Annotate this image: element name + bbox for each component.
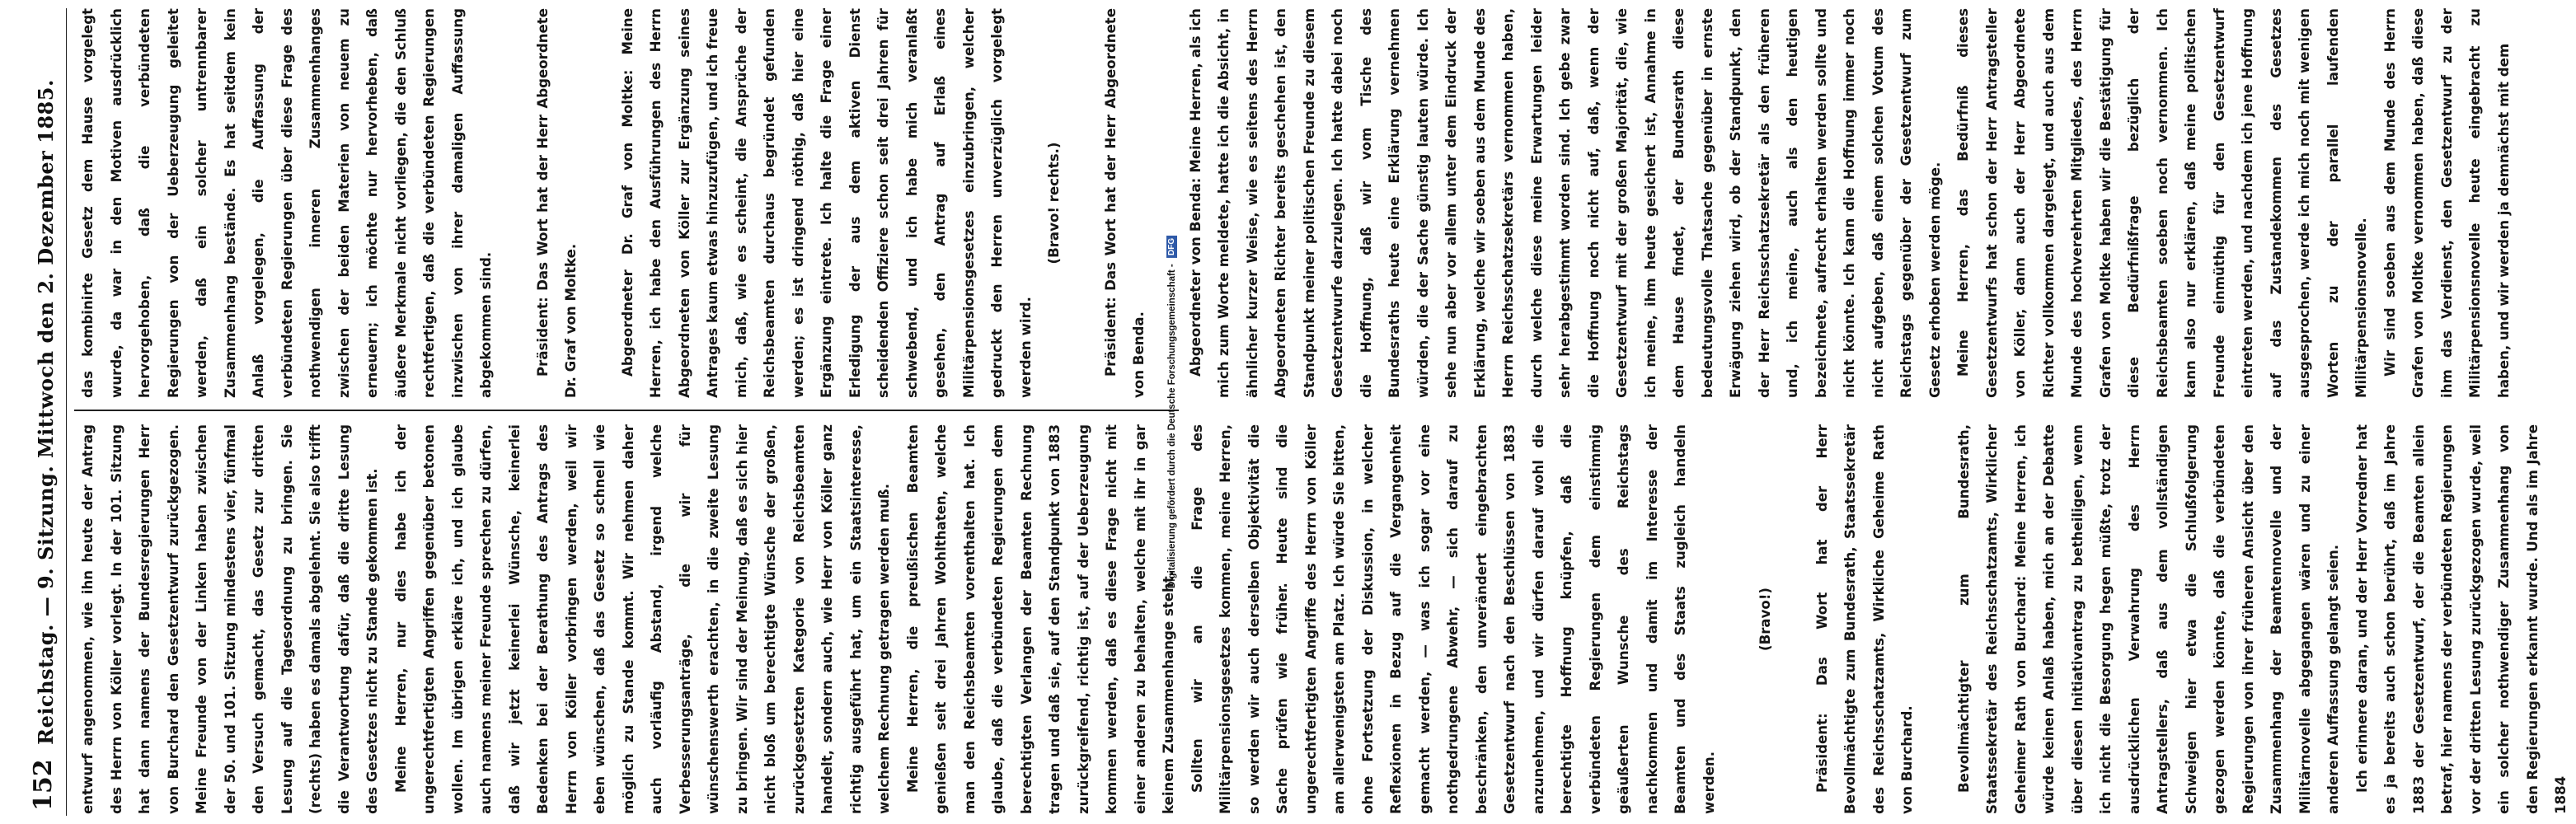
paragraph-text: Das Wort hat der Herr Abgeordnete Dr. Graf von Moltke.	[534, 8, 579, 398]
digitization-credit	[1162, 0, 1180, 824]
paragraph	[74, 424, 387, 814]
paragraph-text: Meine Herren, die preußischen Beamten genießen seit drei Jahren Wohlthaten, welche man den Reichsbeamten vorenthalten hat. Ich glaube, daß die verbündeten Regierungen dem berechtigten Verlangen der Beamten Rechnung tragen und daß sie, auf den Standpunkt von 1883 zurückgreifend, richtig ist, auf der Ueberzeugung kommen werden, daß es diese Frage nicht mit einer anderen zu behalten, welche mit ihr in gar keinem Zusammenhange steht.	[904, 424, 1176, 814]
paragraph	[2348, 424, 2576, 814]
dfg-logo: DFG	[1166, 236, 1177, 258]
paragraph-text: entwurf angenommen, wie ihn heute der Antrag des Herrn von Köller vorlegt. In der 101. Sitzung hat dann namens der Bundesregierungen Herr von Burchard den Gesetzentwurf zurückgezogen. Meine Freunde von der Linken haben zwischen der 50. und 101. Sitzung mindestens vier, fünfmal den Versuch gemacht, das Gesetz zur dritten Lesung auf die Tagesordnung zu bringen. Sie (rechts) haben es damals abgelehnt. Sie also trifft die Verantwortung dafür, daß die dritte Lesung des Gesetzes nicht zu Stande gekommen ist.	[80, 424, 380, 814]
paragraph-text: Sollten wir an die Frage des Militärpensionsgesetzes kommen, meine Herren, so werden wir auch derselben Objektivität die Sache prüfen wie früher. Heute sind die ungerechtfertigten Angriffe des Herrn von Köller am allerwenigsten am Platz. Ich würde Sie bitten, ohne Fortsetzung der Diskussion, in welcher Reflexionen in Bezug auf die Vergangenheit gemacht werden, — was ich sogar vor eine nothgedrungene Abwehr, — sich darauf zu beschränken, den unverändert eingebrachten Gesetzentwurf nach den Beschlüssen von 1883 anzunehmen, und wir dürfen darauf wohl die berechtigte Hoffnung knüpfen, daß die verbündeten Regierungen dem einstimmig geäußerten Wunsche des Reichstags nachkommen und damit im Interesse der Beamten und des Staats zugleich handeln werden.	[1189, 424, 1717, 814]
paragraph-text: (Bravo!)	[1757, 588, 1773, 651]
right-column	[74, 8, 2512, 398]
page-header	[2, 8, 67, 816]
paragraph-text: Das Wort hat der Herr Bevollmächtigte zum Bundesrath, Staatssekretär des Reichsschatzamts, Wirkliche Geheime Rath von Burchard.	[1814, 424, 1915, 814]
text-body	[74, 8, 2569, 814]
speaker-label: Präsident:	[534, 297, 551, 377]
paragraph	[1097, 8, 1154, 398]
paragraph	[74, 8, 501, 398]
paragraph-text: Das Wort hat der Herr Abgeordnete von Benda.	[1102, 8, 1147, 398]
paragraph-text: Meine Herren, nur dies habe ich der ungerechtfertigten Angriffen gegenüber betonen wollen. Im übrigen erkläre ich, und ich glaube auch namens meiner Freunde sprechen zu dürfen, daß wir jetzt keinerlei Wünsche, keinerlei Bedenken bei der Berathung des Antrags des Herrn von Köller vorbringen werden, weil wir eben wünschen, daß das Gesetz so schnell wie möglich zu Stande kommt. Wir nehmen daher auch vorläufig Abstand, irgend welche Verbesserungsanträge, die wir für wünschenswerth erachten, in die zweite Lesung zu bringen. Wir sind der Meinung, daß es sich hier nicht bloß um berechtigte Wünsche der großen, zurückgesetzten Kategorie von Reichsbeamten handelt, sondern auch, wie Herr von Köller ganz richtig ausgeführt hat, um ein Staatsinteresse, welchem Rechnung getragen werden muß.	[392, 424, 892, 814]
speaker-label: Präsident:	[1814, 713, 1830, 793]
paragraph	[1184, 424, 1724, 814]
paragraph	[1040, 8, 1069, 398]
paragraph-text: Meine Herren, das Bedürfniß dieses Gesetzentwurfs hat schon der Herr Antragsteller von Köller, dann auch der Herr Abgeordnete Richter vollkommen dargelegt, und auch aus dem Munde des hochverehrten Mitgliedes, des Herrn Grafen von Moltke haben wir die Bestätigung für diese Bedürfnißfrage bezüglich der Reichsbeamten soeben noch vernommen. Ich kann also nur erklären, daß meine politischen Freunde einmüthig für den Gesetzentwurf eintreten werden, und nachdem ich jene Hoffnung auf das Zustandekommen des Gesetzes ausgesprochen, werde ich mich noch mit wenigen Worten zu der parallel laufenden Militärpensionsnovelle.	[1955, 8, 2369, 398]
paragraph-text: Abgeordneter Dr. Graf von Moltke: Meine Herren, ich habe den Ausführungen des Herrn Abgeordneten von Köller zur Ergänzung seines Antrages kaum etwas hinzuzufügen, und ich freue mich, daß, wie es scheint, die Ansprüche der Reichsbeamten durchaus begründet gefunden werden; es ist dringend nöthig, daß hier eine Ergänzung eintrete. Ich halte die Frage einer Erledigung der aus dem aktiven Dienst scheidenden Offiziere schon seit drei Jahren für schwebend, und ich habe mich veranlaßt gesehen, den Antrag auf Erlaß eines Militärpensionsgesetzes einzubringen, welcher gedruckt den Herren unverzüglich vorgelegt werden wird.	[619, 8, 1034, 398]
credit-text: Digitalisierung gefördert durch die Deutsche Forschungsgemeinschaft -	[1166, 264, 1177, 588]
paragraph	[1809, 424, 1922, 814]
paragraph-text: Wir sind soeben aus dem Munde des Herrn Grafen von Moltke vernommen haben, daß diese ihm das Verdienst, den Gesetzentwurf zu der Militärpensionsnovelle heute eingebracht zu haben, und wir werden ja demnächst mit dem	[2381, 8, 2512, 398]
paragraph-text: Abgeordneter von Benda: Meine Herren, als ich mich zum Worte meldete, hatte ich die Absicht, in ähnlicher kurzer Weise, wie es seitens des Herrn Abgeordneten Richter bereits geschehen ist, den Standpunkt meiner politischen Freunde zu diesem Gesetzentwurfe darzulegen. Ich hatte dabei noch die Hoffnung, daß wir vom Tische des Bundesraths heute eine Erklärung vernehmen würden, die der Sache günstig lauten würde. Ich sehe nun aber vor allem unter dem Eindruck der Erklärung, welche wir soeben aus dem Munde des Herrn Reichsschatzsekretärs vernommen haben, durch welche diese meine Erwartungen leider sehr herabgestimmt worden sind. Ich gebe zwar die Hoffnung noch nicht auf, daß, wenn der Gesetzentwurf mit der großen Majorität, die, wie ich meine, ihm heute gesichert ist, Annahme in dem Hause findet, der Bundesrath diese bedeutungsvolle Thatsache gegenüber in ernste Erwägung ziehen wird, ob der Standpunkt, den der Herr Reichsschatzsekretär als den früheren und, ich meine, auch als den heutigen bezeichnete, aufrecht erhalten werden sollte und nicht könnte. Ich kann die Hoffnung immer noch nicht aufgeben, daß einem solchen Votum des Reichstags gegenüber der Gesetzentwurf zum Gesetz erhoben werden möge.	[1187, 8, 1943, 398]
left-column	[74, 424, 2569, 814]
paragraph	[614, 8, 1041, 398]
paragraph-text: das kombinirte Gesetz dem Hause vorgelegt wurde, da war in den Motiven ausdrücklich hervorgehoben, daß die verbündeten Regierungen von der Ueberzeugung geleitet werden, daß ein solcher untrennbarer Zusammenhang bestände. Es hat seitdem kein Anlaß vorgelegen, die Auffassung der verbündeten Regierungen über diese Frage des nothwendigen inneren Zusammenhanges zwischen der beiden Materien von neuem zu erneuern; ich möchte nur hervorheben, daß äußere Merkmale nicht vorliegen, die den Schluß rechtfertigen, daß die verbündeten Regierungen inzwischen von ihrer damaligen Auffassung abgekommen sind.	[80, 8, 494, 398]
running-title: Reichstag. — 9. Sitzung. Mittwoch den 2. Dezember 1885.	[34, 79, 58, 745]
paragraph	[1752, 424, 1781, 814]
speaker-label: Präsident:	[1102, 297, 1119, 377]
paragraph-text: Bevollmächtigter zum Bundesrath, Staatssekretär des Reichsschatzamts, Wirklicher Geheimer Rath von Burchard: Meine Herren, ich würde keinen Anlaß haben, mich an der Debatte über diesen Initiativantrag zu betheiligen, wenn ich nicht die Besorgung hegen müßte, trotz der ausdrücklichen Verwahrung des Herrn Antragstellers, daß aus dem vollständigen Schweigen hier etwa die Schlußfolgerung gezogen werden könnte, daß die verbündeten Regierungen von ihrer früheren Ansicht über den Zusammenhang der Beamtennovelle und der Militärnovelle abgegangen wären und zu einer anderen Auffassung gelangt seien.	[1955, 424, 2341, 814]
paragraph	[529, 8, 586, 398]
paragraph-text: Ich erinnere daran, und der Herr Vorredner hat es ja bereits auch schon berührt, daß im Jahre 1883 der Gesetzentwurf, der die Beamten allein betraf, hier namens der verbündeten Regierungen vor der dritten Lesung zurückgezogen wurde, weil ein solcher nothwendiger Zusammenhang von den Regierungen erkannt wurde. Und als im Jahre 1884	[2353, 424, 2569, 814]
paragraph	[2377, 8, 2519, 398]
paragraph	[1950, 8, 2377, 398]
column-divider	[74, 410, 1179, 412]
paragraph	[899, 424, 1184, 814]
paragraph	[1950, 424, 2348, 814]
paragraph	[387, 424, 899, 814]
paragraph-text: (Bravo! rechts.)	[1046, 142, 1062, 265]
page-number: 152	[29, 759, 58, 811]
paragraph	[1182, 8, 1950, 398]
